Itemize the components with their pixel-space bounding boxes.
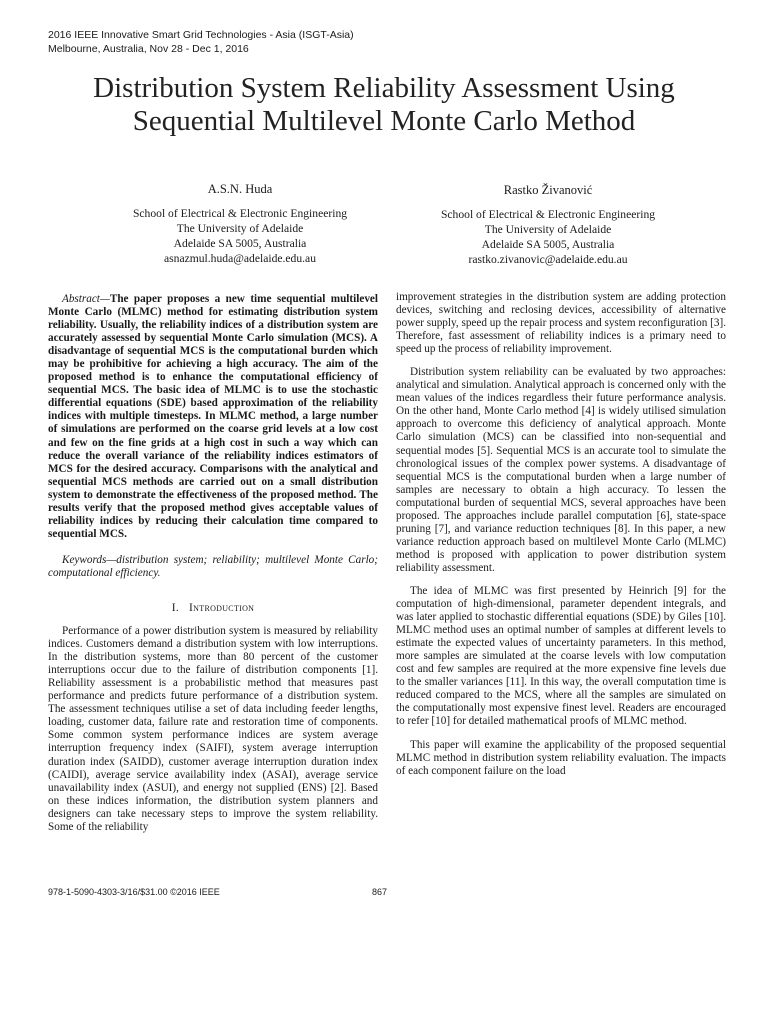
- conference-location: Melbourne, Australia, Nov 28 - Dec 1, 2016: [48, 42, 249, 55]
- section-number: I.: [171, 601, 180, 614]
- author-address: Adelaide SA 5005, Australia: [173, 237, 307, 250]
- section-title: Introduction: [189, 601, 255, 614]
- keywords: Keywords—distribution system; reliability; multilevel Monte Carlo; computational efficiency.: [48, 553, 378, 579]
- author-email: rastko.zivanovic@adelaide.edu.au: [468, 253, 628, 266]
- paragraph: The idea of MLMC was first presented by Heinrich [9] for the computation of high-dimensional, parameter dependent integrals, and was later applied to stochastic differential equations (SDE) by Giles [10]. MLMC method uses an optimal number of samples at different levels to estimate the expected values of uncertainty parameters. In this method, more samples are simulated at the coarse levels with low computation cost and few samples are required at the more expensive fine levels due to the smaller variances [11]. In this way, the overall computation time is reduced compared to the MCS, where all the samples are simulated on the computationally most expensive finest level. Readers are encouraged to refer [10] for detailed mathematical proofs of MLMC method.: [396, 584, 726, 728]
- author-department: School of Electrical & Electronic Engineering: [440, 208, 656, 221]
- section-heading: [48, 602, 378, 615]
- author-address: Adelaide SA 5005, Australia: [481, 238, 615, 251]
- conference-name: 2016 IEEE Innovative Smart Grid Technologies - Asia (ISGT-Asia): [48, 29, 354, 41]
- paragraph: Performance of a power distribution system is measured by reliability indices. Customers demand a distribution system with low interruptions. In the distribution systems, more than 80 percent of the customer interruptions occur due to the failure of distribution components [1]. Reliability assessment is a probabilistic method that measures past performance and predicts future performance of a distribution system. The assessment techniques utilise a set of data including feeder lengths, loading, customer data, failure rate and restoration time of components. Some common system performance indices are system average interruption frequency index (SAIFI), system average interruption duration index (SAIDD), customer average interruption duration index (CAIDI), average service availability index (ASAI), average service unavailability index (ASUI), and energy not supplied (ENS) [2]. Based on these indices information, the distribution system planners and designers can take necessary steps to improve the system reliability. Some of the reliability: [48, 625, 378, 833]
- author-email: asnazmul.huda@adelaide.edu.au: [164, 252, 316, 265]
- paragraph: improvement strategies in the distribution system are adding protection devices, switching and reclosing devices, accessibility of alternative power supply, speed up the repair process and system reconfiguration [3]. Therefore, fast assessment of reliability indices is a primary need to speed up the process of reliability improvement.: [396, 291, 726, 356]
- abstract-text: The paper proposes a new time sequential multilevel Monte Carlo (MLMC) method for estimating distribution system reliability. Usually, the reliability indices of a distribution system are accurately assessed by sequential Monte Carlo simulation (MCS). A disadvantage of sequential MCS is the computational burden which may be prohibitive for achieving a high accuracy. The aim of the proposed method is to enhance the computational efficiency of sequential MCS. The basic idea of MLMC is to use the stochastic differential equations (SDE) based approximation of the reliability indices with multiple timesteps. In MLMC method, a large number of simulations are performed on the coarse grid levels at a low cost and few on the fine grids at a high cost in such a way which can reduce the overall variance of the reliability indices estimators of MCS for the desired accuracy. Comparisons with the analytical and sequential MCS methods are carried out on a small distribution system to demonstrate the effectiveness of the proposed method. The results verify that the proposed method gives acceptable values of reliability indices by reducing their calculation time compared to sequential MCS.: [48, 293, 378, 540]
- abstract: [48, 293, 378, 541]
- conference-header: [48, 29, 648, 56]
- author-university: The University of Adelaide: [176, 222, 304, 235]
- author-name: Rastko Živanović: [503, 183, 593, 197]
- page-number: 867: [372, 887, 388, 897]
- author-university: The University of Adelaide: [484, 223, 612, 236]
- author-block-1: [60, 182, 420, 266]
- title-line-2: Sequential Multilevel Monte Carlo Method: [132, 105, 636, 137]
- abstract-lead: Abstract—: [62, 293, 110, 305]
- paragraph: This paper will examine the applicability of the proposed sequential MLMC method in distribution system reliability evaluation. The impacts of each component failure on the load: [396, 738, 726, 777]
- author-department: School of Electrical & Electronic Engineering: [132, 207, 348, 220]
- paper-title: [40, 72, 728, 138]
- right-column: [396, 291, 726, 778]
- paragraph: Distribution system reliability can be evaluated by two approaches: analytical and simulation. Analytical approach is concerned only with the mean values of the indices regardless their future performance analysis. On the other hand, Monte Carlo method [4] is widely utilised simulation approach to overcome this deficiency of analytical approach. Monte Carlo simulation (MCS) can be classified into non-sequential and sequential modes [5]. Sequential MCS is an accurate tool to simulate the chronological issues of the complex power systems. A disadvantage of sequential MCS is the computational burden when a large number of samples are necessary to obtain a high accuracy. To lessen the computational burden of sequential MCS, several approaches have been proposed. The approaches include parallel computation [6], state-space pruning [7], and variance reduction techniques [8]. In this paper, a new variance reduction approach based on multilevel Monte Carlo (MLMC) method is proposed with application to power distribution system reliability assessment.: [396, 366, 726, 574]
- title-line-1: Distribution System Reliability Assessment Using: [93, 72, 675, 104]
- author-name: A.S.N. Huda: [207, 182, 273, 196]
- author-block-2: [368, 183, 728, 267]
- footer-copyright: 978-1-5090-4303-3/16/$31.00 ©2016 IEEE: [48, 887, 220, 897]
- left-column: [48, 293, 378, 834]
